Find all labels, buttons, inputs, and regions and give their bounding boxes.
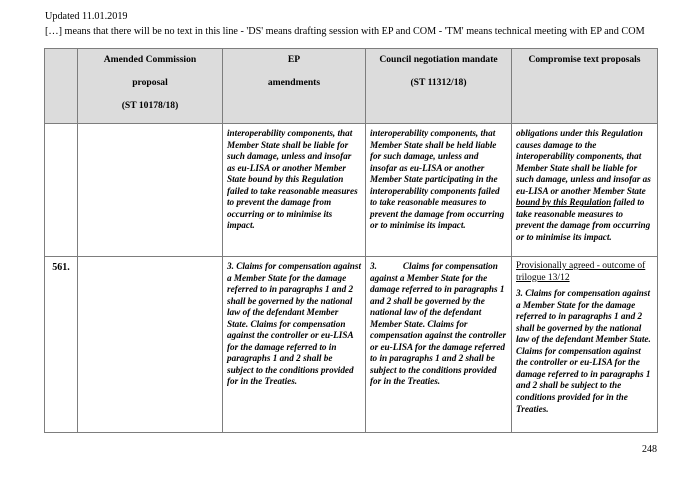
page-number: 248: [642, 444, 657, 455]
council-mandate-cell: [366, 124, 512, 257]
compromise-cell: [512, 124, 658, 257]
ep-amendments-cell: [223, 124, 366, 257]
council-text: interoperability components, that Member State shall be held liable for such damage, unless and insofar as eu-LISA or another Member State participating in the interoperability components failed to take reasonable measures to prevent the damage from occurring or to minimise its impact.: [370, 128, 505, 231]
header-line: (ST 11312/18): [410, 77, 467, 88]
compromise-text-post: failed to take reasonable measures to prevent the damage from occurring or to minimise its impact.: [516, 197, 651, 242]
header-line: proposal: [132, 77, 168, 88]
council-paragraph-number: 3.: [370, 261, 377, 271]
header-council-negotiation-mandate: [366, 49, 512, 124]
compromise-status-line: Provisionally agreed - outcome of trilogue 13/12: [516, 261, 646, 283]
table-row-561: [45, 257, 658, 433]
comparison-table: [44, 48, 658, 433]
header-line: (ST 10178/18): [121, 100, 179, 111]
document-header: [45, 9, 665, 39]
amended-commission-cell: [78, 124, 223, 257]
compromise-cell: [512, 257, 658, 433]
council-text: Claims for compensation against a Member State for the damage referred to in paragraphs 1 and 2 shall be governed by the national law of the defendant Member State. Claims for compensation against the controller or eu-LISA for the damage referred to in paragraphs 1 and 2 shall be subject to the conditions provided for in the Treaties.: [370, 261, 507, 387]
header-line: Council negotiation mandate: [379, 54, 498, 65]
updated-date-line: Updated 11.01.2019: [45, 11, 128, 22]
header-line: amendments: [267, 77, 321, 88]
ep-text: interoperability components, that Member State shall be liable for such damage, unless and insofar as eu-LISA or another Member State bound by this Regulation failed to take reasonable measures to prevent the damage from occurring or to minimise its impact.: [227, 128, 358, 231]
compromise-text: 3. Claims for compensation against a Member State for the damage referred to in paragraphs 1 and 2 shall be governed by the national law of the defendant Member State. Claims for compensation against the controller or eu-LISA for the damage referred to in paragraphs 1 and 2 shall be subject to the conditions provided for in the Treaties.: [516, 288, 651, 414]
ep-amendments-cell: [223, 257, 366, 433]
header-line: EP: [287, 54, 301, 65]
header-ep-amendments: [223, 49, 366, 124]
compromise-text-underlined: bound by this Regulation: [516, 197, 612, 208]
header-line: Compromise text proposals: [528, 54, 641, 65]
table-header-row: [45, 49, 658, 124]
header-compromise-text-proposals: [512, 49, 658, 124]
table-row-continuation: [45, 124, 658, 257]
header-row-number-column: [45, 49, 78, 124]
legend-line: […] means that there will be no text in this line - 'DS' means drafting session with EP and COM - 'TM' means technical meeting with EP and COM: [45, 26, 645, 37]
header-amended-commission-proposal: [78, 49, 223, 124]
row-number-cell: 561.: [45, 257, 78, 433]
council-mandate-cell: [366, 257, 512, 433]
compromise-text-pre: obligations under this Regulation causes damage to the interoperability components, that Member State shall be liable for such damage, unless and insofar as eu-LISA or another Member State: [516, 128, 651, 196]
amended-commission-cell: [78, 257, 223, 433]
header-line: Amended Commission: [103, 54, 197, 65]
ep-text: 3. Claims for compensation against a Member State for the damage referred to in paragraphs 1 and 2 shall be governed by the national law of the defendant Member State. Claims for compensation against the controller or eu-LISA for the damage referred to in paragraphs 1 and 2 shall be subject to the conditions provided for in the Treaties.: [227, 261, 362, 387]
row-number-cell: [45, 124, 78, 257]
